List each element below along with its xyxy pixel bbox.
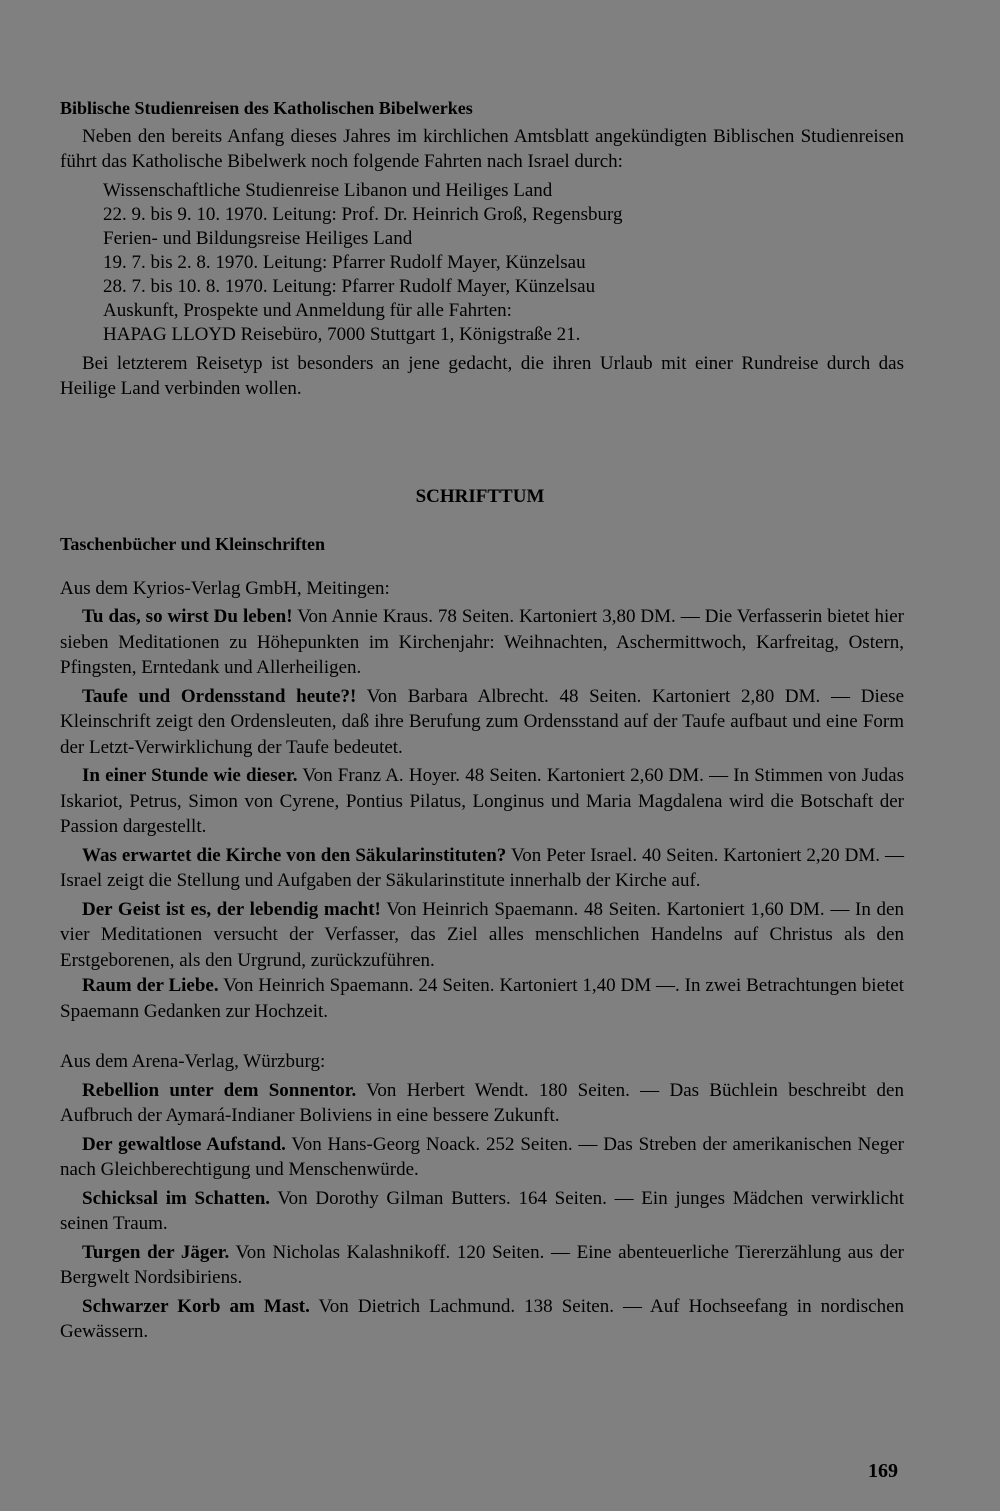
book-title: Rebellion unter dem Sonnentor. <box>82 1079 357 1101</box>
book-description: Von Nicholas Kalashnikoff. 120 Seiten. — Eine abenteuerliche Tiererzählung aus der Bergwelt Nordsibiriens. <box>60 1241 905 1288</box>
trip-line: Wissenschaftliche Studienreise Libanon und Heiliges Land <box>103 179 553 201</box>
book-title: Raum der Liebe. <box>82 975 219 996</box>
trip-line: Auskunft, Prospekte und Anmeldung für alle Fahrten: <box>103 299 512 321</box>
schrifttum-title: SCHRIFTTUM <box>415 486 545 507</box>
book-title: In einer Stunde wie dieser. <box>82 765 298 786</box>
book-entry <box>60 604 904 681</box>
book-entry <box>60 843 904 894</box>
book-title: Schwarzer Korb am Mast. <box>82 1295 310 1317</box>
book-entry <box>60 1240 904 1291</box>
book-description: Von Herbert Wendt. 180 Seiten. — Das Büchlein beschreibt den Aufbruch der Aymará-Indianer Boliviens in eine bessere Zukunft. <box>60 1079 904 1126</box>
intro-paragraph: Neben den bereits Anfang dieses Jahres im kirchlichen Amtsblatt angekündigten Biblischen Studienreisen führt das Katholische Bibelwerk noch folgende Fahrten nach Israel durch: <box>60 125 904 172</box>
section-heading: Biblische Studienreisen des Katholischen Bibelwerkes <box>60 98 473 118</box>
book-entry <box>60 973 904 1024</box>
trip-line: 19. 7. bis 2. 8. 1970. Leitung: Pfarrer Rudolf Mayer, Künzelsau <box>103 251 586 273</box>
book-title: Tu das, so wirst Du leben! <box>82 606 293 627</box>
book-description: Von Annie Kraus. 78 Seiten. Kartoniert 3,80 DM. — Die Verfasserin bietet hier sieben Meditationen zu Höhepunkten im Kirchenjahr: Weihnachten, Aschermittwoch, Karfreitag, Ostern, Pfingsten, Erntedank und Allerheiligen. <box>60 606 904 678</box>
trip-list <box>60 179 904 347</box>
book-title: Turgen der Jäger. <box>82 1241 230 1263</box>
arena-list <box>60 1078 904 1345</box>
subheading: Taschenbücher und Kleinschriften <box>60 534 326 554</box>
book-entry <box>60 1294 904 1345</box>
kyrios-list <box>60 604 904 1024</box>
book-description: Von Dorothy Gilman Butters. 164 Seiten. — Ein junges Mädchen verwirklicht seinen Traum. <box>60 1187 904 1234</box>
page-number: 169 <box>868 1460 898 1482</box>
publisher-kyrios: Aus dem Kyrios-Verlag GmbH, Meitingen: <box>60 577 390 599</box>
section-schrifttum <box>60 532 904 1345</box>
book-description: Von Franz A. Hoyer. 48 Seiten. Kartoniert 2,60 DM. — In Stimmen von Judas Iskariot, Petrus, Simon von Cyrene, Pontius Pilatus, Longinus und Maria Magdalena wird die Botschaft der Passion dargestellt. <box>60 765 904 837</box>
section-bibelwerk <box>60 96 904 402</box>
book-entry <box>60 1078 904 1129</box>
book-entry <box>60 763 904 840</box>
trip-line: 28. 7. bis 10. 8. 1970. Leitung: Pfarrer Rudolf Mayer, Künzelsau <box>103 275 596 297</box>
book-description: Von Heinrich Spaemann. 24 Seiten. Kartoniert 1,40 DM —. In zwei Betrachtungen bietet Spaemann Gedanken zur Hochzeit. <box>60 975 904 1022</box>
book-description: Von Hans-Georg Noack. 252 Seiten. — Das Streben der amerikanischen Neger nach Gleichberechtigung und Menschenwürde. <box>60 1133 904 1180</box>
book-entry <box>60 897 904 974</box>
book-title: Schicksal im Schatten. <box>82 1187 271 1209</box>
book-title: Der Geist ist es, der lebendig macht! <box>82 898 381 920</box>
book-entry <box>60 1132 904 1183</box>
book-description: Von Barbara Albrecht. 48 Seiten. Kartoniert 2,80 DM. — Diese Kleinschrift zeigt den Ordensleuten, daß ihre Berufung zum Ordensstand auf der Taufe aufbaut und eine Form der Letzt-Verwirklichung der Taufe bedeutet. <box>60 685 904 758</box>
trip-line: 22. 9. bis 9. 10. 1970. Leitung: Prof. Dr. Heinrich Groß, Regensburg <box>103 203 623 225</box>
book-entry <box>60 684 904 761</box>
publisher-arena: Aus dem Arena-Verlag, Würzburg: <box>60 1051 326 1072</box>
book-description: Von Peter Israel. 40 Seiten. Kartoniert 2,20 DM. — Israel zeigt die Stellung und Aufgaben der Säkularinstitute innerhalb der Kirche auf. <box>60 844 904 891</box>
book-description: Von Heinrich Spaemann. 48 Seiten. Kartoniert 1,60 DM. — In den vier Meditationen versucht der Verfasser, das Ziel alles menschlichen Handelns auf Christus als den Erstgeborenen, als den Urgrund, zurückzuführen. <box>60 898 904 971</box>
trip-line: Ferien- und Bildungsreise Heiliges Land <box>103 227 413 249</box>
trip-line: HAPAG LLOYD Reisebüro, 7000 Stuttgart 1, Königstraße 21. <box>103 323 581 345</box>
book-title: Der gewaltlose Aufstand. <box>82 1133 286 1155</box>
book-entry <box>60 1186 904 1237</box>
book-title: Was erwartet die Kirche von den Säkularinstituten? <box>82 844 507 866</box>
closing-paragraph: Bei letzterem Reisetyp ist besonders an jene gedacht, die ihren Urlaub mit einer Rundreise durch das Heilige Land verbinden wollen. <box>60 352 904 399</box>
book-description: Von Dietrich Lachmund. 138 Seiten. — Auf Hochseefang in nordischen Gewässern. <box>60 1295 905 1342</box>
book-title: Taufe und Ordensstand heute?! <box>82 685 357 707</box>
